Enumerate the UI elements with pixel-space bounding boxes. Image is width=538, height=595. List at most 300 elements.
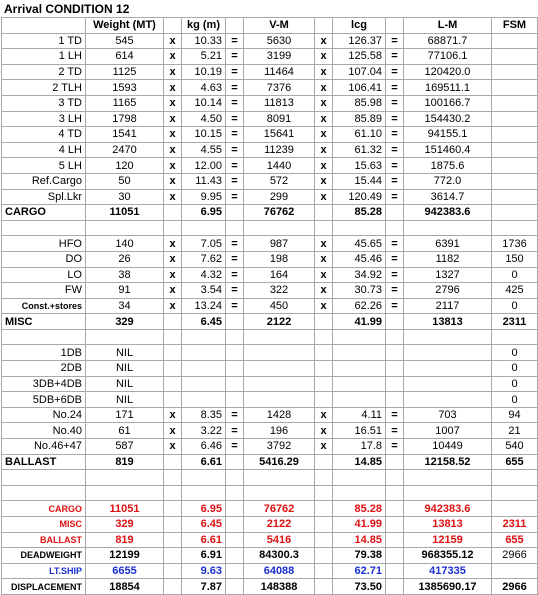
table-row [2,392,538,408]
weight-cell: NIL [86,345,164,361]
multiply-sign: x [315,80,333,96]
lm-cell: 169511.1 [404,80,492,96]
table-row [2,563,538,579]
equals-sign [386,579,404,595]
header-kg: kg (m) [182,18,226,34]
multiply-sign [315,563,333,579]
table-row [2,423,538,439]
fsm-cell [492,189,538,205]
row-label: CARGO [2,205,86,221]
kg-cell: 6.91 [182,548,226,564]
row-label: 5DB+6DB [2,392,86,408]
fsm-cell [492,49,538,65]
kg-cell: 4.32 [182,267,226,283]
fsm-cell [492,142,538,158]
lm-cell: 942383.6 [404,205,492,221]
kg-cell: 7.05 [182,236,226,252]
weight-cell: 1125 [86,64,164,80]
equals-sign [226,532,244,548]
header-label [2,18,86,34]
vm-cell: 5416.29 [244,454,315,470]
equals-sign [386,501,404,517]
multiply-sign [315,470,333,486]
weight-cell: 11051 [86,501,164,517]
fsm-cell: 2966 [492,548,538,564]
kg-cell: 11.43 [182,173,226,189]
multiply-sign: x [315,267,333,283]
lcg-cell: 41.99 [333,517,386,533]
row-label: Spl.Lkr [2,189,86,205]
header-spacer [226,18,244,34]
fsm-cell: 0 [492,345,538,361]
equals-sign: = [226,283,244,299]
multiply-sign [315,376,333,392]
equals-sign: = [226,173,244,189]
vm-cell: 3792 [244,439,315,455]
table-row [2,267,538,283]
multiply-sign [164,532,182,548]
lcg-cell [333,485,386,501]
kg-cell: 6.46 [182,439,226,455]
kg-cell: 7.87 [182,579,226,595]
lcg-cell: 85.98 [333,95,386,111]
kg-cell: 6.45 [182,517,226,533]
fsm-cell: 0 [492,298,538,314]
equals-sign [386,548,404,564]
kg-cell: 6.95 [182,501,226,517]
lcg-cell: 15.63 [333,158,386,174]
lm-cell [404,376,492,392]
lcg-cell: 14.85 [333,532,386,548]
multiply-sign [315,485,333,501]
lm-cell: 120420.0 [404,64,492,80]
table-row [2,49,538,65]
row-label: No.24 [2,407,86,423]
lcg-cell: 45.46 [333,251,386,267]
vm-cell: 11239 [244,142,315,158]
multiply-sign: x [164,283,182,299]
multiply-sign [315,392,333,408]
vm-cell: 15641 [244,127,315,143]
weight-cell: 329 [86,314,164,330]
equals-sign: = [226,267,244,283]
weight-cell: 1165 [86,95,164,111]
lcg-cell: 45.65 [333,236,386,252]
lcg-cell: 85.28 [333,205,386,221]
equals-sign [226,548,244,564]
vm-cell: 2122 [244,517,315,533]
equals-sign: = [386,251,404,267]
lm-cell: 94155.1 [404,127,492,143]
kg-cell: 10.14 [182,95,226,111]
fsm-cell: 1736 [492,236,538,252]
fsm-cell: 0 [492,392,538,408]
table-row [2,142,538,158]
multiply-sign: x [164,267,182,283]
multiply-sign: x [315,439,333,455]
multiply-sign: x [164,64,182,80]
equals-sign [386,392,404,408]
vm-cell: 450 [244,298,315,314]
vm-cell: 64088 [244,563,315,579]
lm-cell [404,361,492,377]
row-label: DISPLACEMENT [2,579,86,595]
header-spacer [386,18,404,34]
lm-cell: 417335 [404,563,492,579]
fsm-cell: 0 [492,376,538,392]
weight-cell [86,329,164,345]
multiply-sign: x [315,111,333,127]
kg-cell [182,470,226,486]
lcg-cell: 14.85 [333,454,386,470]
multiply-sign: x [164,439,182,455]
equals-sign: = [386,127,404,143]
weight-cell: 120 [86,158,164,174]
lm-cell: 772.0 [404,173,492,189]
weight-cell: 1798 [86,111,164,127]
table-row [2,501,538,517]
lcg-cell: 30.73 [333,283,386,299]
row-label: CARGO [2,501,86,517]
row-label: MISC [2,314,86,330]
header-fsm: FSM [492,18,538,34]
vm-cell: 322 [244,283,315,299]
equals-sign: = [386,95,404,111]
vm-cell: 5630 [244,33,315,49]
header-vm: V-M [244,18,315,34]
lm-cell: 12159 [404,532,492,548]
equals-sign [386,205,404,221]
multiply-sign [164,470,182,486]
kg-cell [182,392,226,408]
table-row [2,329,538,345]
equals-sign: = [226,407,244,423]
multiply-sign: x [164,49,182,65]
loading-table [1,17,538,595]
lm-cell: 13813 [404,517,492,533]
multiply-sign [164,485,182,501]
fsm-cell [492,127,538,143]
table-row [2,189,538,205]
fsm-cell [492,329,538,345]
kg-cell: 3.54 [182,283,226,299]
vm-cell: 987 [244,236,315,252]
lm-cell [404,392,492,408]
equals-sign: = [386,142,404,158]
fsm-cell [492,220,538,236]
equals-sign: = [226,158,244,174]
table-row [2,283,538,299]
header-row [2,18,538,34]
equals-sign [386,345,404,361]
multiply-sign: x [164,111,182,127]
lm-cell: 968355.12 [404,548,492,564]
row-label: No.46+47 [2,439,86,455]
equals-sign: = [386,158,404,174]
equals-sign: = [386,283,404,299]
kg-cell: 8.35 [182,407,226,423]
weight-cell: 1541 [86,127,164,143]
weight-cell: 26 [86,251,164,267]
weight-cell: 30 [86,189,164,205]
vm-cell [244,220,315,236]
fsm-cell [492,485,538,501]
lm-cell: 942383.6 [404,501,492,517]
fsm-cell: 540 [492,439,538,455]
row-label [2,220,86,236]
equals-sign [226,205,244,221]
lm-cell: 68871.7 [404,33,492,49]
equals-sign: = [226,111,244,127]
lcg-cell: 107.04 [333,64,386,80]
multiply-sign: x [315,127,333,143]
multiply-sign: x [315,423,333,439]
fsm-cell: 21 [492,423,538,439]
lcg-cell [333,470,386,486]
multiply-sign: x [164,298,182,314]
multiply-sign: x [164,33,182,49]
lcg-cell [333,345,386,361]
vm-cell: 3199 [244,49,315,65]
lcg-cell: 4.11 [333,407,386,423]
weight-cell: 38 [86,267,164,283]
multiply-sign [164,205,182,221]
kg-cell: 7.62 [182,251,226,267]
lm-cell: 1385690.17 [404,579,492,595]
multiply-sign [315,329,333,345]
row-label: 3 LH [2,111,86,127]
equals-sign: = [226,251,244,267]
equals-sign: = [226,142,244,158]
vm-cell [244,345,315,361]
equals-sign [226,454,244,470]
kg-cell: 13.24 [182,298,226,314]
equals-sign [226,361,244,377]
lcg-cell [333,376,386,392]
multiply-sign: x [315,33,333,49]
fsm-cell [492,470,538,486]
table-row [2,80,538,96]
kg-cell: 9.63 [182,563,226,579]
kg-cell: 4.63 [182,80,226,96]
fsm-cell [492,111,538,127]
lm-cell: 6391 [404,236,492,252]
lm-cell [404,220,492,236]
multiply-sign: x [164,407,182,423]
vm-cell: 5416 [244,532,315,548]
multiply-sign [315,532,333,548]
lm-cell: 100166.7 [404,95,492,111]
multiply-sign [315,454,333,470]
row-label: 5 LH [2,158,86,174]
weight-cell: 50 [86,173,164,189]
lm-cell: 1182 [404,251,492,267]
kg-cell: 10.15 [182,127,226,143]
lcg-cell [333,361,386,377]
fsm-cell [492,80,538,96]
multiply-sign [164,501,182,517]
lcg-cell: 34.92 [333,267,386,283]
lcg-cell: 62.71 [333,563,386,579]
equals-sign [386,563,404,579]
row-label [2,329,86,345]
kg-cell [182,220,226,236]
kg-cell: 12.00 [182,158,226,174]
lm-cell [404,329,492,345]
multiply-sign: x [315,251,333,267]
table-row [2,454,538,470]
lcg-cell: 120.49 [333,189,386,205]
kg-cell [182,329,226,345]
weight-cell: 819 [86,454,164,470]
kg-cell [182,361,226,377]
vm-cell: 572 [244,173,315,189]
multiply-sign: x [315,173,333,189]
multiply-sign [164,392,182,408]
lm-cell: 703 [404,407,492,423]
equals-sign [226,345,244,361]
weight-cell [86,470,164,486]
vm-cell [244,392,315,408]
vm-cell: 7376 [244,80,315,96]
equals-sign: = [386,189,404,205]
equals-sign: = [226,127,244,143]
row-label: DEADWEIGHT [2,548,86,564]
kg-cell: 6.45 [182,314,226,330]
multiply-sign: x [164,142,182,158]
equals-sign [386,329,404,345]
equals-sign: = [386,173,404,189]
fsm-cell: 425 [492,283,538,299]
weight-cell: 6655 [86,563,164,579]
lm-cell: 13813 [404,314,492,330]
weight-cell: 545 [86,33,164,49]
lm-cell: 10449 [404,439,492,455]
weight-cell: 614 [86,49,164,65]
weight-cell: 1593 [86,80,164,96]
header-lcg: lcg [333,18,386,34]
weight-cell: 34 [86,298,164,314]
multiply-sign: x [315,236,333,252]
multiply-sign [315,345,333,361]
row-label: 4 LH [2,142,86,158]
multiply-sign: x [315,189,333,205]
row-label [2,485,86,501]
weight-cell: 329 [86,517,164,533]
lcg-cell: 15.44 [333,173,386,189]
multiply-sign [315,501,333,517]
equals-sign: = [226,298,244,314]
equals-sign: = [226,64,244,80]
multiply-sign: x [164,189,182,205]
equals-sign [386,517,404,533]
table-row [2,532,538,548]
row-label: BALLAST [2,454,86,470]
lcg-cell: 62.26 [333,298,386,314]
table-row [2,517,538,533]
fsm-cell: 0 [492,267,538,283]
weight-cell: NIL [86,376,164,392]
equals-sign [386,485,404,501]
lcg-cell [333,220,386,236]
lcg-cell: 85.89 [333,111,386,127]
lcg-cell: 17.8 [333,439,386,455]
fsm-cell [492,205,538,221]
equals-sign: = [386,64,404,80]
vm-cell: 76762 [244,501,315,517]
row-label: LT.SHIP [2,563,86,579]
multiply-sign: x [164,251,182,267]
row-label: 3 TD [2,95,86,111]
kg-cell [182,345,226,361]
header-weight: Weight (MT) [86,18,164,34]
weight-cell [86,485,164,501]
fsm-cell: 150 [492,251,538,267]
equals-sign [226,220,244,236]
multiply-sign [315,205,333,221]
fsm-cell: 655 [492,454,538,470]
fsm-cell: 2311 [492,314,538,330]
row-label: 2DB [2,361,86,377]
multiply-sign: x [164,236,182,252]
lcg-cell: 79.38 [333,548,386,564]
vm-cell: 8091 [244,111,315,127]
lcg-cell [333,392,386,408]
vm-cell: 2122 [244,314,315,330]
equals-sign: = [386,33,404,49]
equals-sign [226,485,244,501]
fsm-cell [492,563,538,579]
equals-sign [386,314,404,330]
fsm-cell [492,64,538,80]
multiply-sign [315,220,333,236]
equals-sign [226,501,244,517]
row-label: Ref.Cargo [2,173,86,189]
lm-cell: 1327 [404,267,492,283]
vm-cell: 84300.3 [244,548,315,564]
row-label: 1 LH [2,49,86,65]
row-label: Const.+stores [2,298,86,314]
multiply-sign [164,454,182,470]
multiply-sign [164,345,182,361]
equals-sign: = [386,298,404,314]
multiply-sign [164,563,182,579]
equals-sign: = [386,267,404,283]
kg-cell [182,485,226,501]
equals-sign: = [386,236,404,252]
lcg-cell: 125.58 [333,49,386,65]
row-label: 3DB+4DB [2,376,86,392]
equals-sign: = [386,49,404,65]
table-row [2,485,538,501]
row-label: No.40 [2,423,86,439]
fsm-cell [492,501,538,517]
weight-cell: 12199 [86,548,164,564]
lm-cell [404,485,492,501]
equals-sign [386,376,404,392]
multiply-sign: x [315,298,333,314]
weight-cell [86,220,164,236]
equals-sign [386,361,404,377]
kg-cell: 4.55 [182,142,226,158]
weight-cell: NIL [86,392,164,408]
table-row [2,470,538,486]
multiply-sign: x [315,95,333,111]
row-label: MISC [2,517,86,533]
multiply-sign [315,517,333,533]
multiply-sign [164,579,182,595]
table-body [2,18,538,595]
